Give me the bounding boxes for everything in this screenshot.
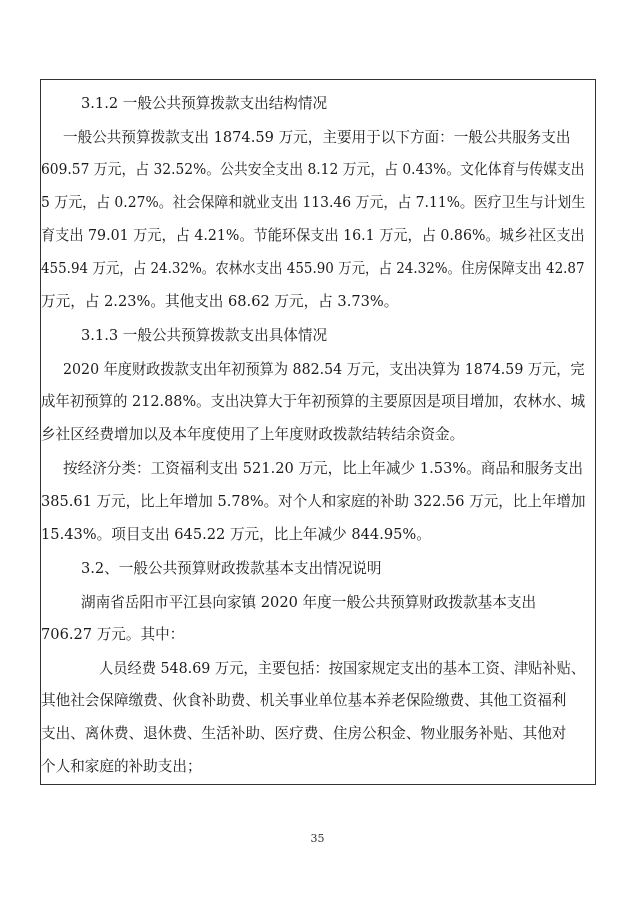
text-line: 万元，占 2.23%。其他支出 68.62 万元，占 3.73%。 <box>41 293 399 310</box>
text-line: 其他社会保障缴费、伙食补助费、机关事业单位基本养老保险缴费、其他工资福利 <box>41 692 567 709</box>
text-line: 706.27 万元。其中： <box>41 626 185 643</box>
text-line: 按经济分类：工资福利支出 521.20 万元，比上年减少 1.53%。商品和服务支出 <box>63 460 583 477</box>
text-line: 5 万元，占 0.27%。社会保障和就业支出 113.46 万元，占 7.11%。医疗卫生与计划生 <box>41 194 586 211</box>
text-line: 2020 年度财政拨款支出年初预算为 882.54 万元，支出决算为 1874.59 万元，完 <box>63 361 585 378</box>
text-line: 湖南省岳阳市平江县向家镇 2020 年度一般公共预算财政拨款基本支出 <box>81 594 537 611</box>
content-frame <box>40 79 596 785</box>
text-line: 成年初预算的 212.88%。支出决算大于年初预算的主要原因是项目增加，农林水、城 <box>41 393 586 410</box>
text-line: 支出、离休费、退休费、生活补助、医疗费、住房公积金、物业服务补贴、其他对 <box>41 725 567 742</box>
heading-3-2: 3.2、一般公共预算财政拨款基本支出情况说明 <box>81 560 382 577</box>
text-line: 385.61 万元，比上年增加 5.78%。对个人和家庭的补助 322.56 万元，比上年增加 <box>41 493 586 510</box>
text-line: 455.94 万元，占 24.32%。农林水支出 455.90 万元，占 24.32%。住房保障支出 42.87 <box>41 260 585 277</box>
text-line: 个人和家庭的补助支出； <box>41 758 202 775</box>
text-line: 人员经费 548.69 万元，主要包括：按国家规定支出的基本工资、津贴补贴、 <box>99 660 586 677</box>
text-line: 609.57 万元，占 32.52%。公共安全支出 8.12 万元，占 0.43%。文化体育与传媒支出 <box>41 161 585 178</box>
text-line: 一般公共预算拨款支出 1874.59 万元，主要用于以下方面：一般公共服务支出 <box>63 129 571 146</box>
text-line: 乡社区经费增加以及本年度使用了上年度财政拨款结转结余资金。 <box>41 426 465 443</box>
text-line: 15.43%。项目支出 645.22 万元，比上年减少 844.95%。 <box>41 526 431 543</box>
heading-3-1-2: 3.1.2 一般公共预算拨款支出结构情况 <box>81 95 328 112</box>
page-number: 35 <box>310 832 325 845</box>
text-line: 育支出 79.01 万元，占 4.21%。节能环保支出 16.1 万元，占 0.86%。城乡社区支出 <box>41 227 585 244</box>
heading-3-1-3: 3.1.3 一般公共预算拨款支出具体情况 <box>81 327 328 344</box>
